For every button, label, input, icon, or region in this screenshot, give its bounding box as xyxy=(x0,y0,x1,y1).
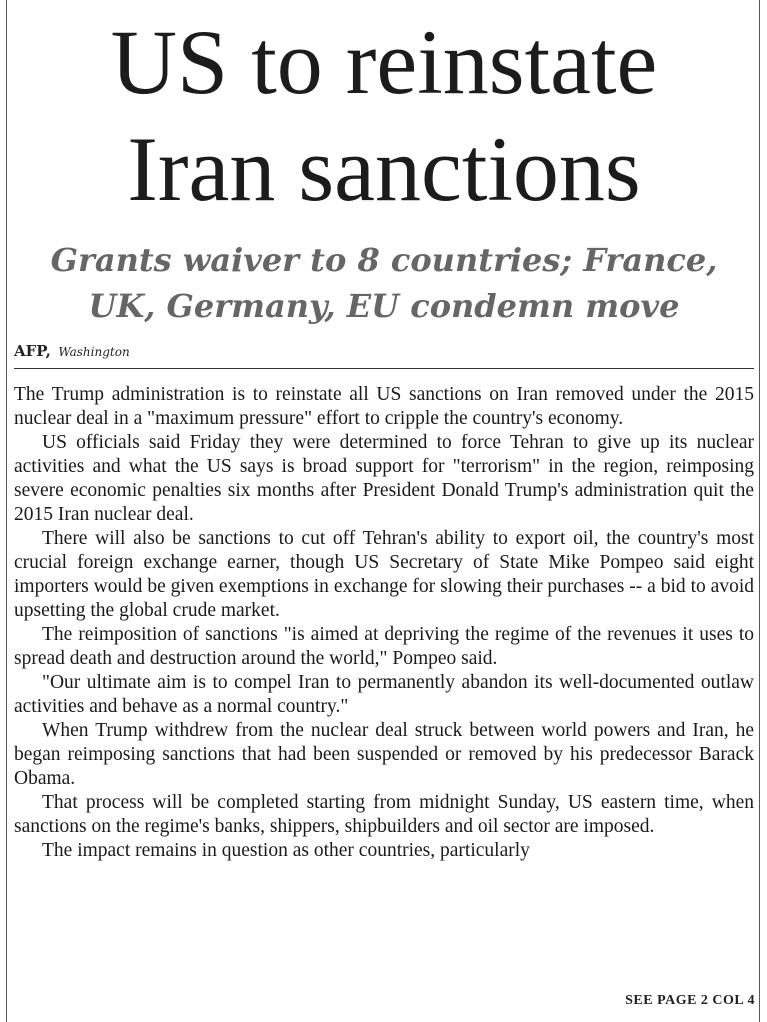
byline-dateline: Washington xyxy=(58,345,130,359)
headline xyxy=(14,0,754,223)
body-paragraph: That process will be completed starting from midnight Sunday, US eastern time, when sanctions on the regime's banks, shippers, shipbuilders and oil sector are imposed. xyxy=(14,792,754,837)
body-paragraph: When Trump withdrew from the nuclear deal struck between world powers and Iran, he began reimposing sanctions that had been suspended or removed by his predecessor Barack Obama. xyxy=(14,720,754,789)
body-paragraph: There will also be sanctions to cut off Tehran's ability to export oil, the country's most crucial foreign exchange earner, though US Secretary of State Mike Pompeo said eight importers would be given exemptions in exchange for slowing their purchases -- a bid to avoid upsetting the global crude market. xyxy=(14,528,754,621)
article-body xyxy=(14,383,754,863)
column-rule-left xyxy=(6,0,7,1022)
byline xyxy=(14,341,754,369)
headline-line-1: US to reinstate xyxy=(110,11,658,113)
body-paragraph: The reimposition of sanctions "is aimed at depriving the regime of the revenues it uses to spread death and destruction around the world," Pompeo said. xyxy=(14,624,754,669)
subheadline xyxy=(14,237,754,329)
byline-agency: AFP, xyxy=(14,342,51,360)
subheadline-line-2: UK, Germany, EU condemn move xyxy=(88,287,680,325)
body-paragraph: "Our ultimate aim is to compel Iran to permanently abandon its well-documented outlaw activities and behave as a normal country." xyxy=(14,672,754,717)
body-paragraph: The Trump administration is to reinstate all US sanctions on Iran removed under the 2015 nuclear deal in a "maximum pressure" effort to cripple the country's economy. xyxy=(14,384,754,429)
body-paragraph: US officials said Friday they were determined to force Tehran to give up its nuclear activities and what the US says is broad support for "terrorism" in the region, reimposing severe economic penalties six months after President Donald Trump's administration quit the 2015 Iran nuclear deal. xyxy=(14,432,754,525)
continued-on-page-link[interactable]: SEE PAGE 2 COL 4 xyxy=(625,993,755,1008)
body-paragraph: The impact remains in question as other countries, particularly xyxy=(42,840,530,861)
news-article xyxy=(14,0,754,863)
column-rule-right xyxy=(759,0,760,1022)
subheadline-line-1: Grants waiver to 8 countries; France, xyxy=(50,241,718,279)
headline-line-2: Iran sanctions xyxy=(127,118,641,220)
